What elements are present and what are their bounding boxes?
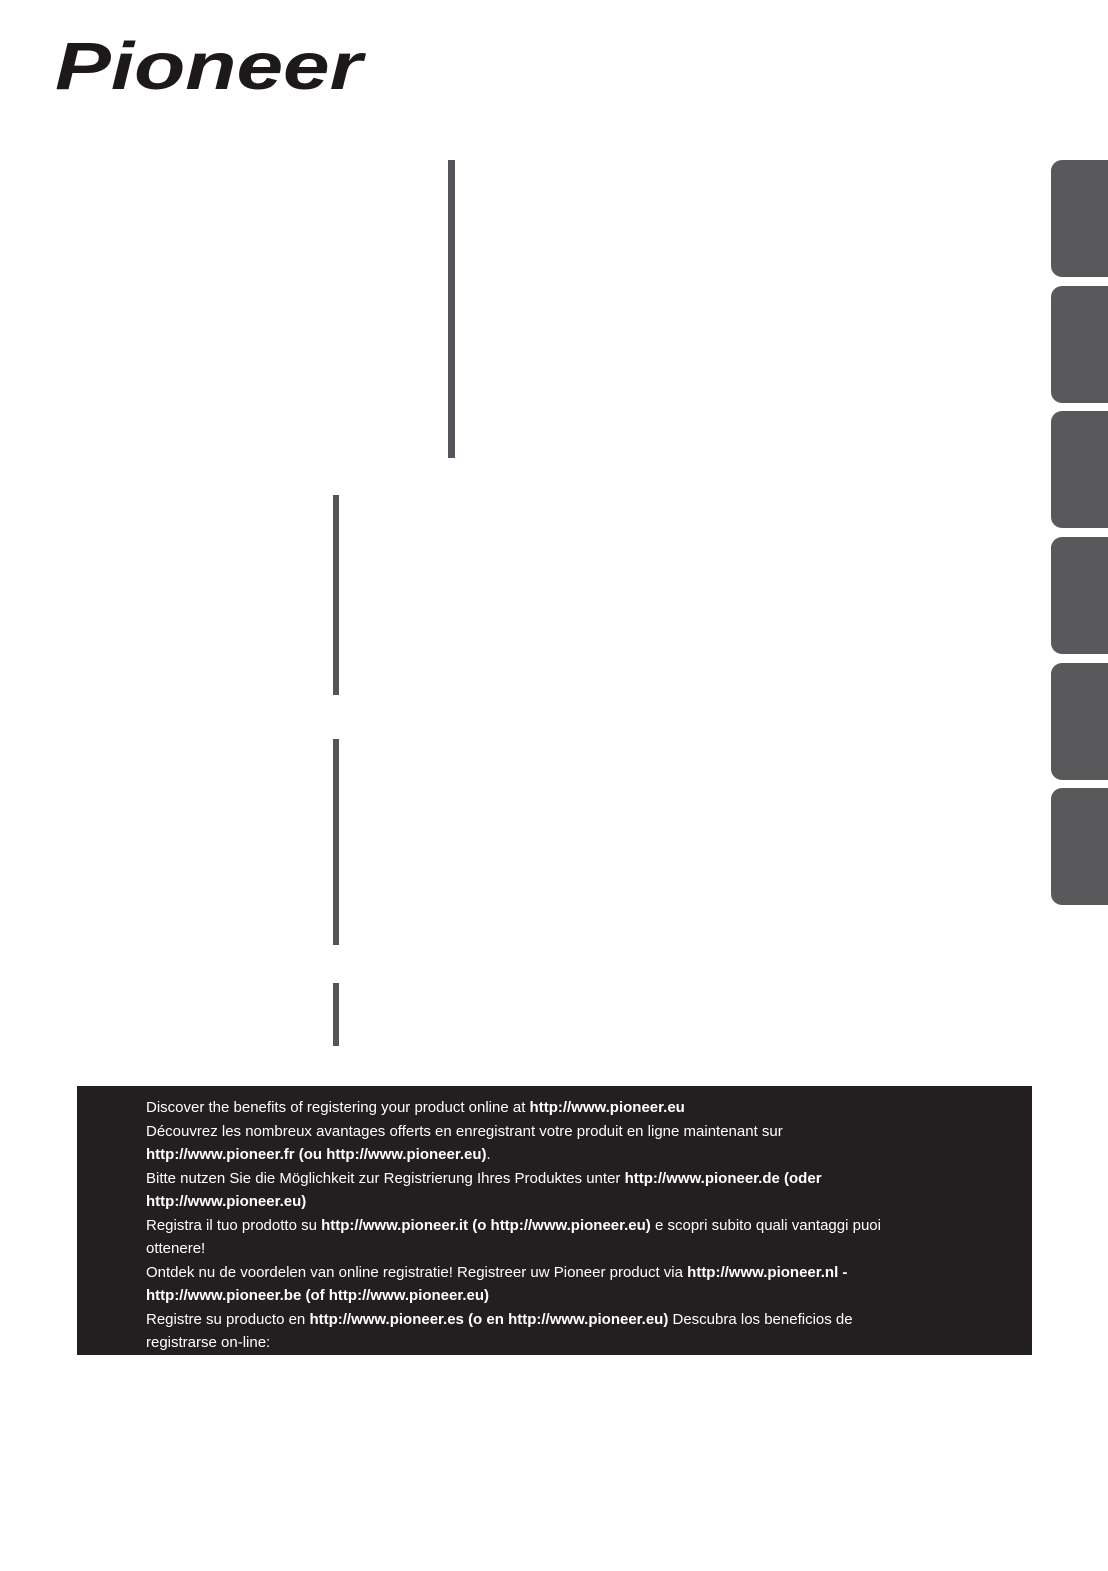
notice-text: registrarse on-line:	[146, 1334, 271, 1351]
pioneer-logo	[55, 29, 363, 104]
registration-notice	[77, 1086, 1032, 1355]
side-tab-4	[1051, 537, 1108, 654]
notice-paragraph	[146, 1308, 992, 1355]
pioneer-logo-text: Pioneer	[55, 29, 363, 104]
notice-text: ottenere!	[146, 1240, 206, 1257]
notice-url-text: http://www.pioneer.be (of http://www.pioneer.eu)	[146, 1287, 490, 1304]
notice-paragraph	[146, 1214, 992, 1261]
notice-text: e scopri subito quali vantaggi puoi	[650, 1216, 881, 1234]
notice-url-text: http://www.pioneer.es (o en http://www.pioneer.eu)	[309, 1310, 669, 1328]
notice-url-text: http://www.pioneer.fr (ou http://www.pioneer.eu)	[146, 1146, 487, 1163]
notice-paragraph	[146, 1167, 992, 1214]
notice-url-text: http://www.pioneer.it (o http://www.pioneer.eu)	[321, 1216, 651, 1234]
vertical-divider-1	[448, 160, 455, 458]
vertical-divider-2	[333, 495, 339, 695]
notice-text: Découvrez les nombreux avantages offerts en enregistrant votre produit en ligne maintenant sur	[146, 1122, 783, 1140]
notice-text: Bitte nutzen Sie die Möglichkeit zur Registrierung Ihres Produktes unter	[146, 1169, 625, 1187]
notice-url-text: http://www.pioneer.eu)	[146, 1193, 307, 1210]
side-tab-2	[1051, 286, 1108, 403]
notice-text: Descubra los beneficios de	[668, 1310, 853, 1328]
notice-paragraph	[146, 1096, 992, 1120]
notice-paragraph	[146, 1120, 992, 1167]
notice-url-text: http://www.pioneer.de (oder	[624, 1169, 822, 1187]
side-tab-1	[1051, 160, 1108, 277]
notice-text: Registra il tuo prodotto su	[146, 1216, 322, 1234]
vertical-divider-3	[333, 739, 339, 945]
side-tab-3	[1051, 411, 1108, 528]
notice-url-text: http://www.pioneer.nl -	[687, 1263, 848, 1281]
notice-paragraph	[146, 1261, 992, 1308]
vertical-divider-4	[333, 983, 339, 1046]
side-tab-6	[1051, 788, 1108, 905]
notice-text: Ontdek nu de voordelen van online registratie! Registreer uw Pioneer product via	[146, 1263, 688, 1281]
notice-text: Registre su producto en	[146, 1310, 310, 1328]
side-tab-5	[1051, 663, 1108, 780]
notice-text: Discover the benefits of registering your product online at	[146, 1099, 530, 1116]
notice-url-text: http://www.pioneer.eu	[529, 1099, 685, 1116]
notice-text: .	[486, 1146, 491, 1163]
